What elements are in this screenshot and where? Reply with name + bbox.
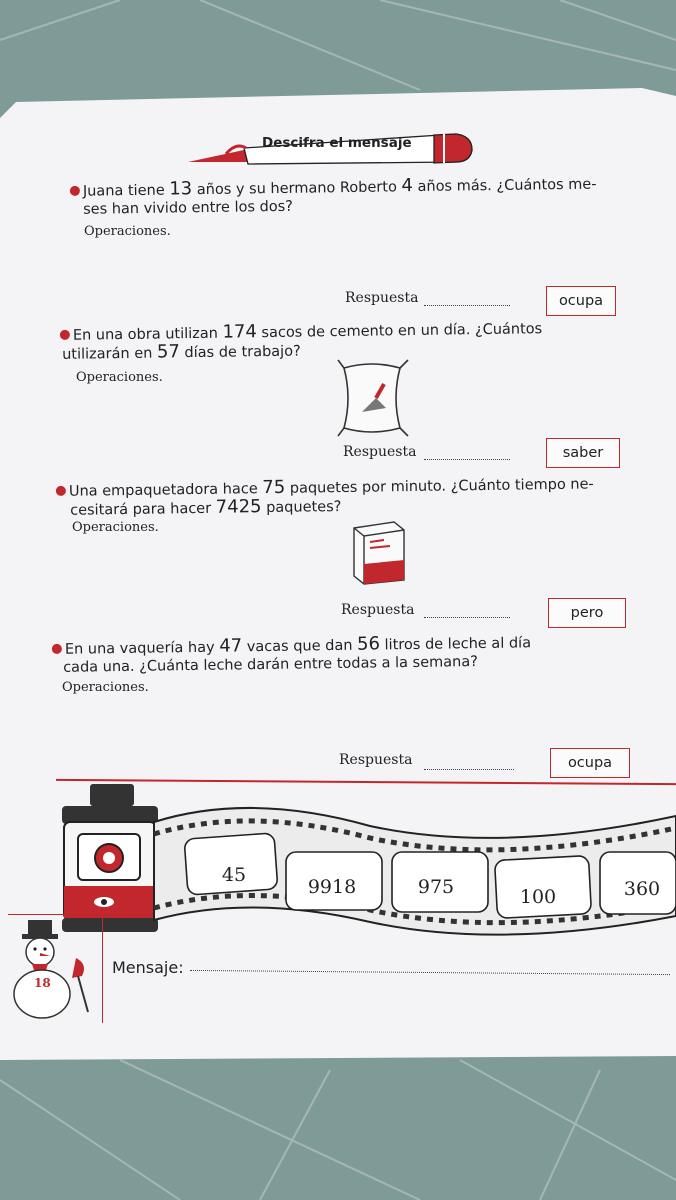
answer-line: [424, 459, 510, 460]
answer-line: [424, 769, 514, 770]
film-strip: [50, 782, 676, 948]
cement-sack-icon: [336, 356, 410, 440]
film-frame-number: 360: [623, 878, 661, 900]
answer-label: Respuesta: [345, 290, 419, 306]
problem-4-line-2: cada una. ¿Cuánta leche darán entre todas a la semana?: [63, 654, 478, 676]
answer-word-box: ocupa: [550, 748, 630, 778]
problem-3-line-1: Una empaquetadora hace 75 paquetes por minuto. ¿Cuánto tiempo ne-: [56, 474, 626, 501]
operations-label: Operaciones.: [62, 680, 149, 695]
answer-line: [424, 305, 510, 306]
answer-word-box: ocupa: [546, 286, 616, 316]
film-frame-number: 9918: [307, 876, 357, 898]
answer-label: Respuesta: [343, 444, 417, 460]
problem-1-line-1: Juana tiene 13 años y su hermano Roberto 4 años más. ¿Cuántos me-: [70, 174, 630, 201]
problem-2-line-2: utilizarán en 57 días de trabajo?: [62, 341, 301, 363]
film-frame-number: 45: [221, 864, 247, 886]
bullet-icon: [56, 486, 66, 496]
answer-label: Respuesta: [341, 602, 415, 618]
operations-label: Operaciones.: [76, 370, 163, 385]
operations-label: Operaciones.: [84, 224, 171, 239]
problem-3: [56, 474, 626, 520]
answer-word-box: pero: [548, 598, 626, 628]
package-box-icon: [350, 514, 408, 586]
problem-1-line-2: ses han vivido entre los dos?: [83, 198, 294, 218]
problem-2-line-1: En una obra utilizan 174 sacos de cemento en un día. ¿Cuántos: [60, 318, 620, 345]
answer-line: [424, 617, 510, 618]
film-frame-number: 100: [519, 886, 557, 908]
snowman-icon: [6, 918, 102, 1022]
bullet-icon: [70, 186, 80, 196]
bullet-icon: [60, 330, 70, 340]
answer-word-box: saber: [546, 438, 620, 468]
operations-label: Operaciones.: [72, 520, 159, 535]
bullet-icon: [52, 644, 62, 654]
answer-label: Respuesta: [339, 752, 413, 768]
message-label: Mensaje:: [112, 958, 184, 977]
problem-3-line-2: cesitará para hacer 7425 paquetes?: [70, 496, 342, 519]
camera-roll-icon: [62, 784, 158, 932]
page-title: Descifra el mensaje: [262, 135, 412, 151]
snowman-number: 18: [34, 976, 51, 990]
film-frame-number: 975: [417, 876, 455, 898]
problem-1: [70, 174, 630, 219]
problem-4-line-1: En una vaquería hay 47 vacas que dan 56 litros de leche al día: [52, 632, 622, 659]
